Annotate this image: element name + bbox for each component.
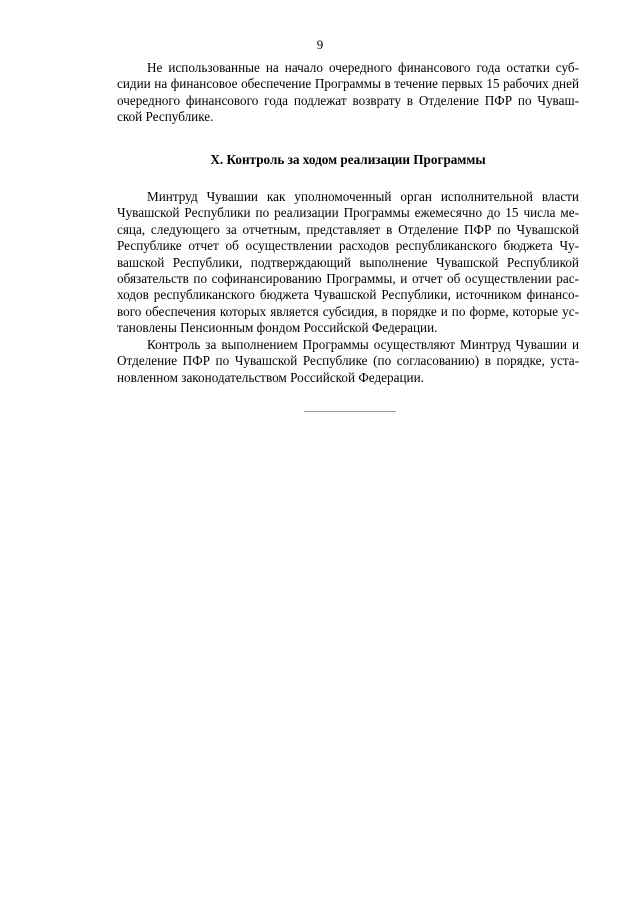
paragraph-line: Республике отчет об осуществлении расходов республиканского бюджета Чу- — [117, 238, 579, 254]
paragraph-line: Минтруд Чувашии как уполномоченный орган исполнительной власти — [147, 189, 579, 205]
paragraph-line: Чувашской Республики по реализации Программы ежемесячно до 15 числа ме- — [117, 205, 579, 221]
paragraph-line: Контроль за выполнением Программы осуществляют Минтруд Чувашии и — [147, 336, 579, 352]
paragraph-subsidy-return — [117, 60, 579, 126]
paragraph-reporting — [117, 189, 579, 337]
paragraph-line: вашской Республики, подтверждающий выполнение Чувашской Республикой — [117, 254, 579, 270]
paragraph-line: тановлены Пенсионным фондом Российской Федерации. — [117, 320, 438, 336]
paragraph-line: ходов республиканского бюджета Чувашской Республики, источником финансо- — [117, 287, 579, 303]
document-body — [117, 60, 579, 386]
section-heading: X. Контроль за ходом реализации Программы — [210, 151, 486, 167]
page-number: 9 — [316, 37, 324, 52]
paragraph-line: сяца, следующего за отчетным, представляет в Отделение ПФР по Чувашской — [117, 221, 579, 237]
paragraph-line: ской Республике. — [117, 109, 214, 125]
paragraph-line: новленном законодательством Российской Федерации. — [117, 369, 424, 385]
paragraph-line: Не использованные на начало очередного финансового года остатки суб- — [147, 60, 579, 75]
paragraph-line: сидии на финансовое обеспечение Программы в течение первых 15 рабочих дней — [117, 76, 579, 92]
paragraph-line: Отделение ПФР по Чувашской Республике (по согласованию) в порядке, уста- — [117, 353, 579, 369]
paragraph-line: очередного финансового года подлежат возврату в Отделение ПФР по Чуваш- — [117, 92, 579, 108]
paragraph-line: вого обеспечения которых является субсидия, в порядке и по форме, которые ус- — [117, 303, 579, 319]
paragraph-control — [117, 337, 579, 386]
end-divider — [304, 411, 396, 412]
paragraph-line: обязательств по софинансированию Программы, и отчет об осуществлении рас- — [117, 271, 579, 287]
